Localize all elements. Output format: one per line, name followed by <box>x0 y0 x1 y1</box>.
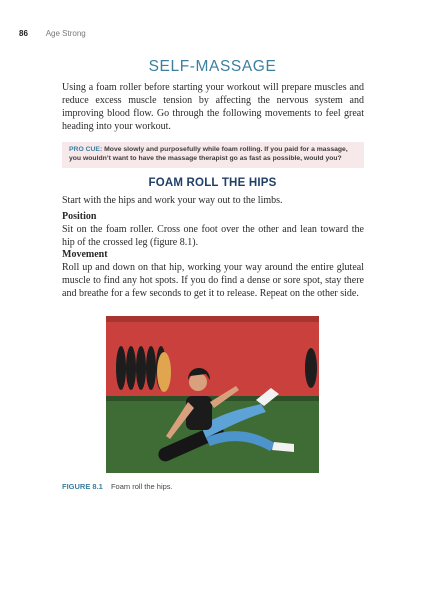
exercise-lead: Start with the hips and work your way out to the limbs. <box>62 195 283 206</box>
pro-cue-text: Move slowly and purposefully while foam rolling. If you paid for a massage, you wouldn’t want to have the massage therapist go as fast as possible, would you? <box>69 146 348 163</box>
intro-paragraph: Using a foam roller before starting your workout will prepare muscles and reduce excess muscle tension by affecting the nervous system and improving blood flow. Go through the following movements to feel great heading into your workout. <box>62 82 364 132</box>
page-number: 86 <box>19 29 28 38</box>
figure-caption-text: Foam roll the hips. <box>110 482 173 491</box>
section-title: SELF-MASSAGE <box>148 58 277 75</box>
movement-heading: Movement <box>62 249 108 260</box>
pro-cue-label: PRO CUE: <box>69 146 103 153</box>
movement-text: Roll up and down on that hip, working your way around the entire gluteal muscle to find any hot spots. If you do find a dense or sore spot, stay there and breathe for a few seconds to get it to release. Repeat on the other side. <box>62 262 364 299</box>
page-header <box>19 29 86 38</box>
foam-roll-hips-photo <box>106 316 319 473</box>
position-text: Sit on the foam roller. Cross one foot over the other and lean toward the hip of the crossed leg (figure 8.1). <box>62 224 364 248</box>
position-heading: Position <box>62 211 97 222</box>
figure-photo <box>106 316 319 473</box>
figure-caption <box>62 482 173 491</box>
figure-label: FIGURE 8.1 <box>62 482 103 491</box>
running-title: Age Strong <box>45 29 86 38</box>
exercise-title: FOAM ROLL THE HIPS <box>148 177 277 189</box>
pro-cue-box <box>62 142 364 168</box>
